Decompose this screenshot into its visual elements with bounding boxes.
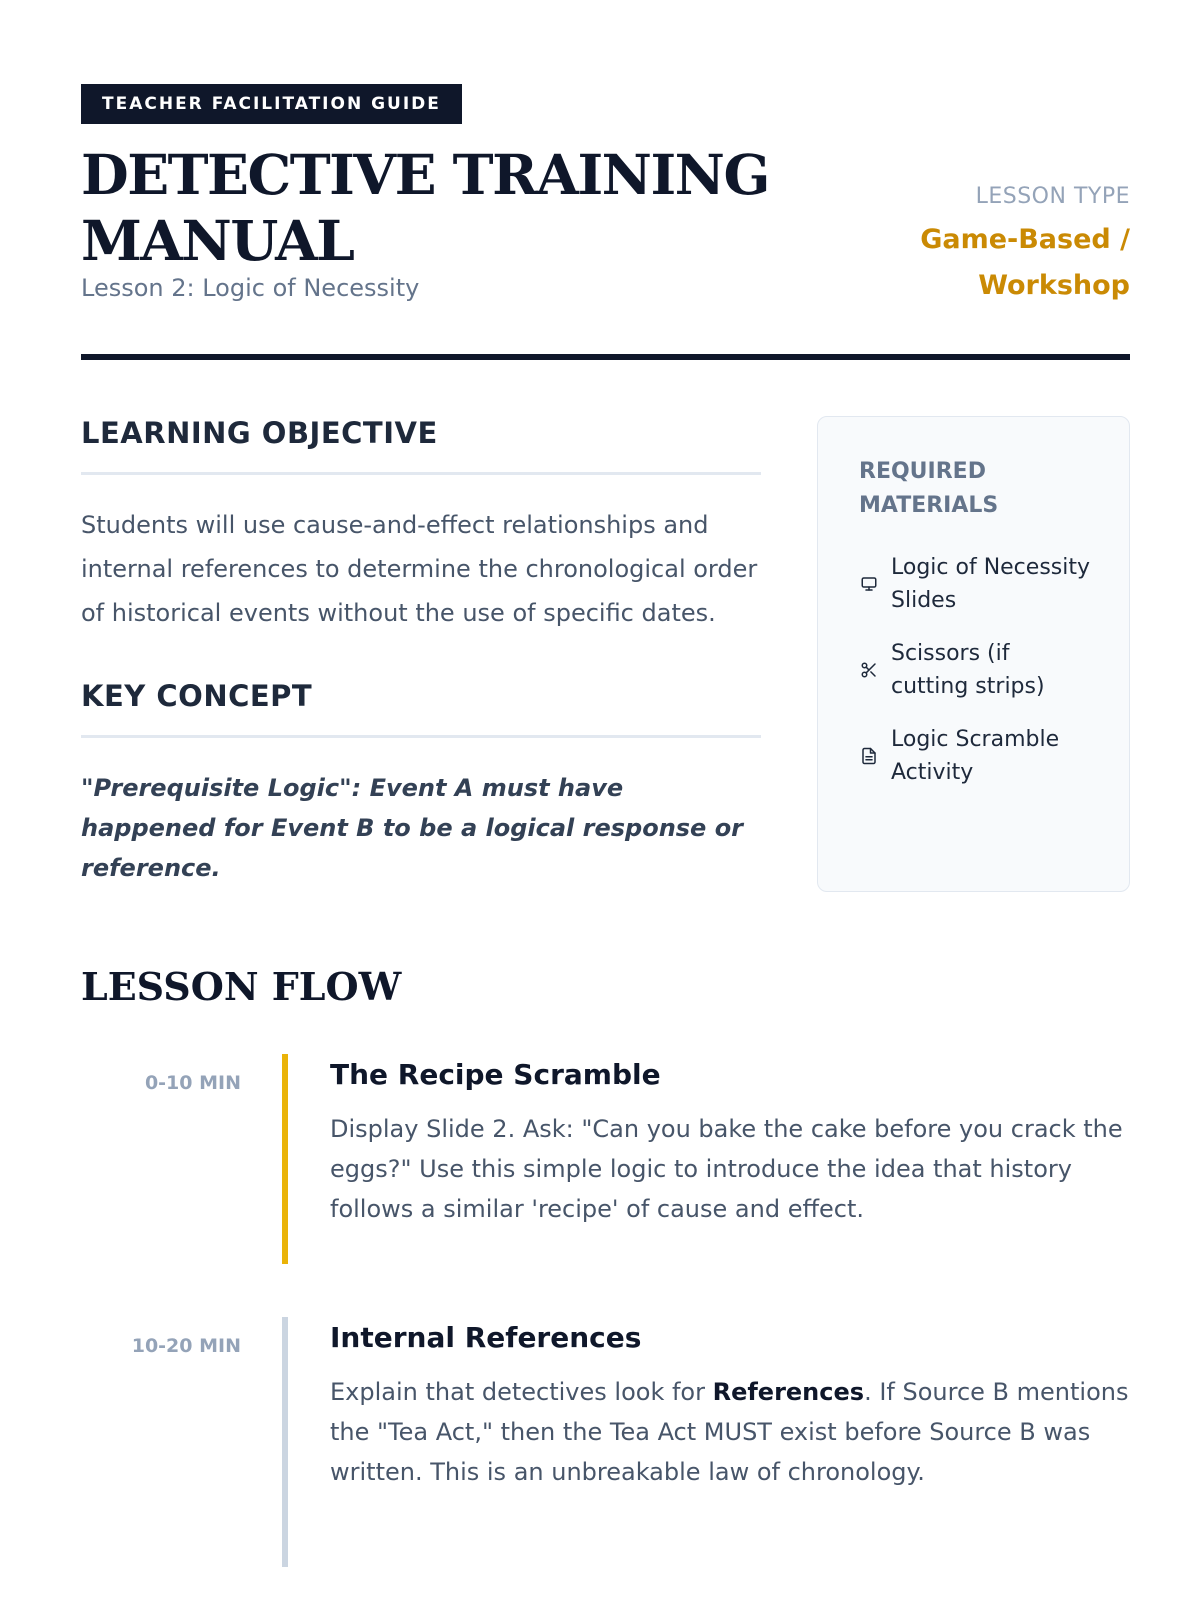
materials-list xyxy=(859,551,1099,789)
step-title: Internal References xyxy=(330,1321,642,1354)
overview-section xyxy=(81,416,1130,896)
objective-column xyxy=(81,416,761,888)
header-divider xyxy=(81,354,1130,360)
lesson-type-value: Game-Based / Workshop xyxy=(920,224,1130,301)
scissors-icon xyxy=(859,660,879,680)
step-text-end: . If Source B mentions the "Tea Act," then the Tea Act MUST exist before Source B was written. This is an unbreakable law of chronology. xyxy=(330,1378,1129,1486)
step-text-emphasis: References xyxy=(712,1378,865,1406)
material-label: Logic Scramble Activity xyxy=(891,727,1060,785)
lesson-type xyxy=(890,184,1130,309)
step-accent-bar xyxy=(282,1317,288,1567)
step-time: 10-20 MIN xyxy=(131,1335,241,1357)
material-label: Logic of Necessity Slides xyxy=(891,555,1090,613)
objective-heading: LEARNING OBJECTIVE xyxy=(81,416,761,475)
step-body xyxy=(330,1054,1130,1229)
material-label: Scissors (if cutting strips) xyxy=(891,641,1045,699)
step-text-start: Explain that detectives look for xyxy=(330,1378,713,1406)
step-title: The Recipe Scramble xyxy=(330,1058,661,1091)
lesson-type-label: LESSON TYPE xyxy=(975,184,1130,209)
material-item xyxy=(859,723,1099,789)
monitor-icon xyxy=(859,574,879,594)
header xyxy=(81,84,1130,354)
flow-step xyxy=(81,1054,1130,1264)
material-item xyxy=(859,551,1099,617)
step-text xyxy=(330,1372,1130,1492)
lesson-subtitle: Lesson 2: Logic of Necessity xyxy=(81,274,420,302)
lesson-flow-heading: LESSON FLOW xyxy=(81,964,402,1009)
materials-title: REQUIRED MATERIALS xyxy=(859,459,999,518)
step-body xyxy=(330,1317,1130,1492)
guide-badge: TEACHER FACILITATION GUIDE xyxy=(81,84,462,124)
materials-card xyxy=(817,416,1130,892)
guide-page xyxy=(81,84,1130,1486)
step-text: Display Slide 2. Ask: "Can you bake the cake before you crack the eggs?" Use this simple logic to introduce the idea that history follows a similar 'recipe' of cause and effect. xyxy=(330,1115,1123,1223)
flow-step xyxy=(81,1317,1130,1567)
page-title: DETECTIVE TRAINING MANUAL xyxy=(81,142,769,273)
step-time: 0-10 MIN xyxy=(144,1072,241,1094)
material-item xyxy=(859,637,1099,703)
objective-text: Students will use cause-and-effect relationships and internal references to determine the chronological order of historical events without the use of specific dates. xyxy=(81,511,758,627)
concept-text: "Prerequisite Logic": Event A must have happened for Event B to be a logical response or reference. xyxy=(81,774,744,882)
concept-heading: KEY CONCEPT xyxy=(81,679,761,738)
step-accent-bar xyxy=(282,1054,288,1264)
document-icon xyxy=(859,746,879,766)
